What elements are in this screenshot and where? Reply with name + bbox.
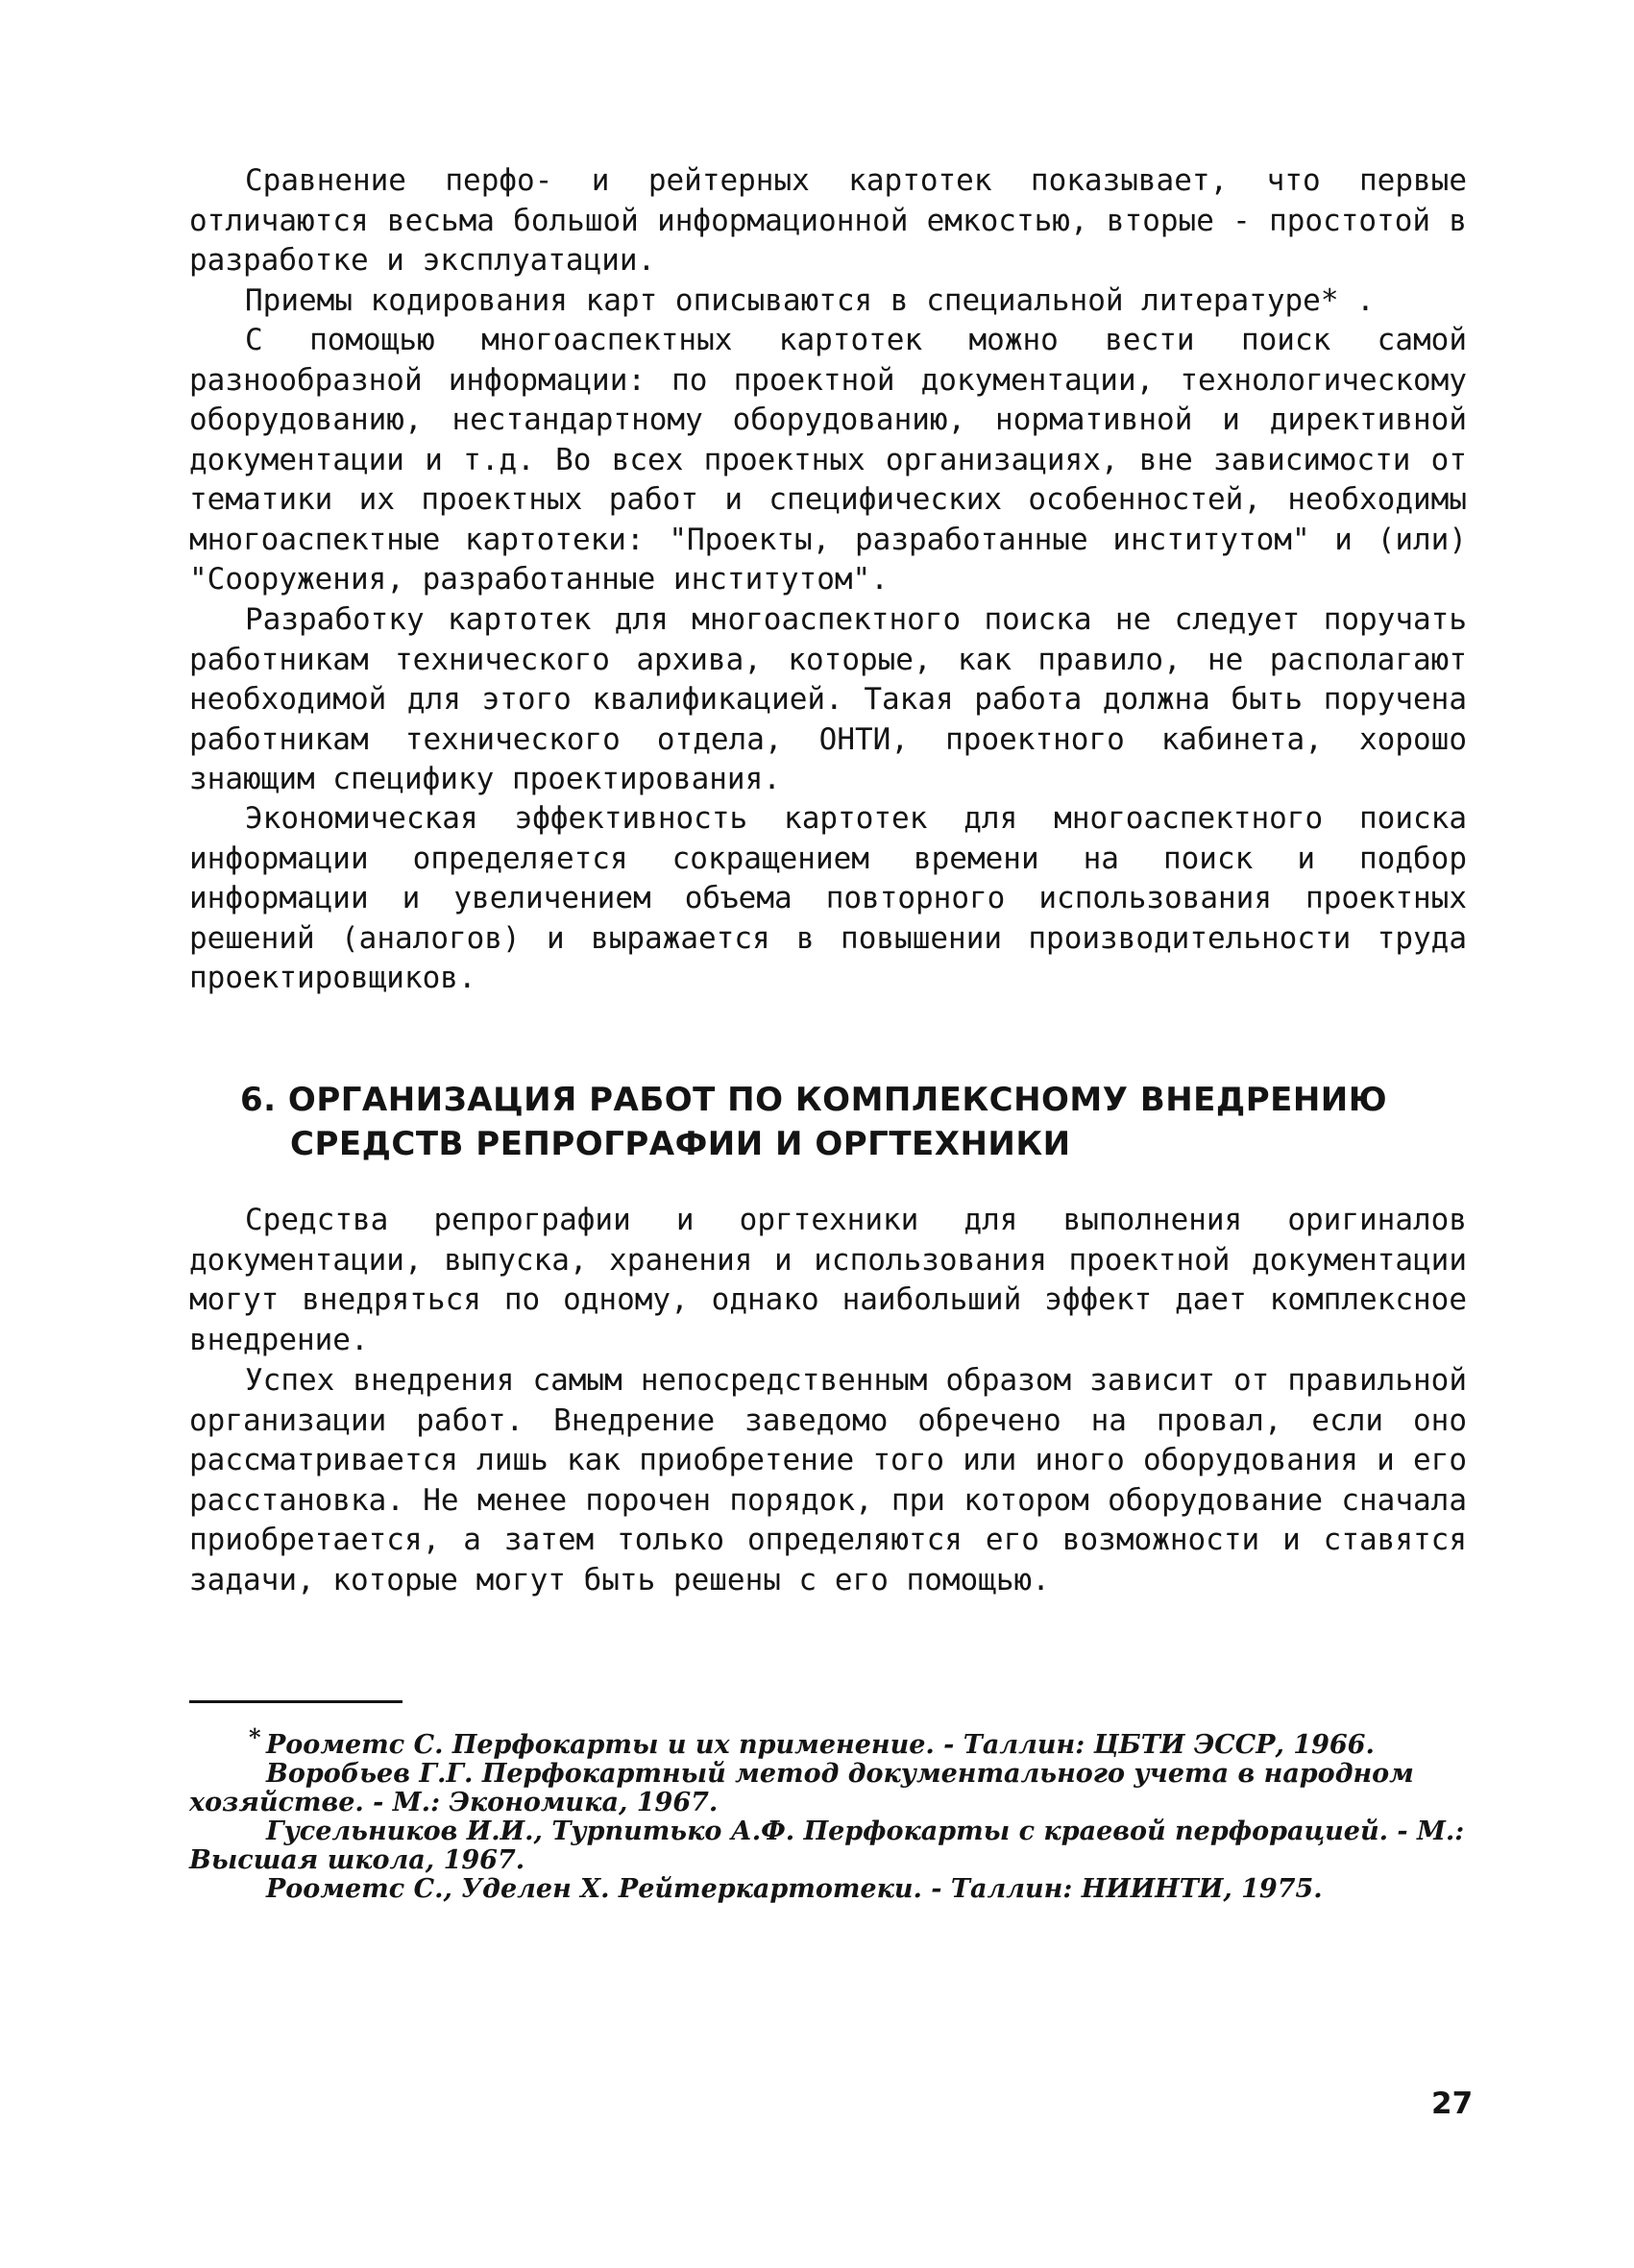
paragraph-multiaspect-search: С помощью многоаспектных картотек можно вести поиск самой разнообразной информации: по проектной документации, технологическому оборудованию, нестандартному оборудованию, нормативной и директивной документации и т.д. Во всех проектных организациях, вне зависимости от тематики их проектных работ и специфических особенностей, необходимы многоаспектные картотеки: "Проекты, разработанные институтом" и (или) "Сооружения, разработанные институтом".	[189, 323, 1467, 597]
footnotes	[189, 1723, 1467, 1904]
paragraph-coding-methods: Приемы кодирования карт описываются в специальной литературе* .	[245, 283, 1375, 318]
paragraph-economic-efficiency: Экономическая эффективность картотек для многоаспектного поиска информации определяется сокращением времени на поиск и подбор информации и увеличением объема повторного использования проектных решений (аналогов) и выражается в повышении производительности труда проектировщиков.	[189, 801, 1467, 995]
footnote-item: Роометс С., Уделен Х. Рейтеркартотеки. - Таллин: НИИНТИ, 1975.	[266, 1874, 1323, 1904]
paragraph-reprography-means: Средства репрографии и оргтехники для выполнения оригиналов документации, выпуска, хранения и использования проектной документации могут внедряться по одному, однако наибольший эффект дает комплексное внедрение.	[189, 1203, 1467, 1357]
footnote-item: Воробьев Г.Г. Перфокартный метод документального учета в народном хозяйстве. - М.: Экономика, 1967.	[189, 1759, 1414, 1817]
footnote-item: Роометс С. Перфокарты и их применение. - Таллин: ЦБТИ ЭССР, 1966.	[266, 1730, 1375, 1760]
page-number: 27	[1431, 2086, 1474, 2121]
section-heading-line2: СРЕДСТВ РЕПРОГРАФИИ И ОРГТЕХНИКИ	[290, 1125, 1071, 1163]
paragraph-implementation-success: Успех внедрения самым непосредственным образом зависит от правильной организации работ. Внедрение заведомо обречено на провал, если оно рассматривается лишь как приобретение того или иного оборудования и его расстановка. Не менее порочен порядок, при котором оборудование сначала приобретается, а затем только определяются его возможности и ставятся задачи, которые могут быть решены с его помощью.	[189, 1363, 1467, 1597]
footnote-item: Гусельников И.И., Турпитько А.Ф. Перфокарты с краевой перфорацией. - М.: Высшая школа, 1967.	[189, 1817, 1465, 1875]
footnote-separator	[189, 1700, 402, 1703]
paragraph-comparison: Сравнение перфо- и рейтерных картотек показывает, что первые отличаются весьма большой информационной емкостью, вторые - простотой в разработке и эксплуатации.	[189, 163, 1467, 278]
section-heading	[240, 1078, 1489, 1166]
section-heading-line1: 6. ОРГАНИЗАЦИЯ РАБОТ ПО КОМПЛЕКСНОМУ ВНЕДРЕНИЮ	[240, 1081, 1388, 1119]
paragraph-development-staff: Разработку картотек для многоаспектного поиска не следует поручать работникам технического архива, которые, как правило, не располагают необходимой для этого квалификацией. Такая работа должна быть поручена работникам технического отдела, ОНТИ, проектного кабинета, хорошо знающим специфику проектирования.	[189, 602, 1467, 796]
footnote-marker: *	[249, 1723, 261, 1751]
